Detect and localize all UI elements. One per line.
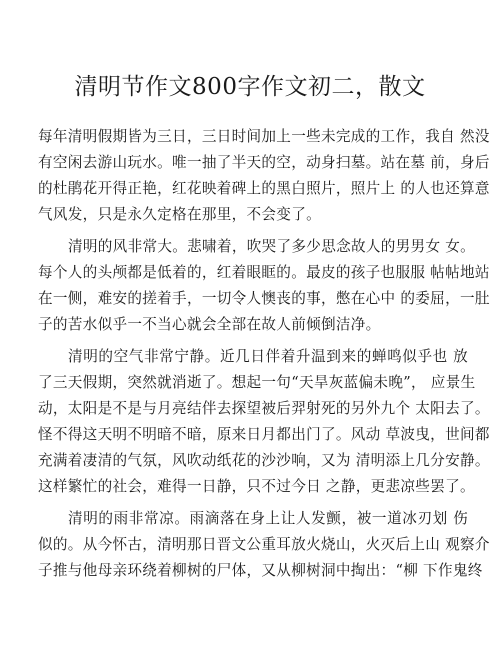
paragraph-4 xyxy=(38,506,490,584)
document-title: 清明节作文800字作文初二，散文 xyxy=(74,74,426,100)
document-body xyxy=(38,124,490,584)
text-line: 子的苦水似乎一不当心就会全部在故人前倾倒洁净。 xyxy=(38,316,381,333)
text-line: 每个人的头颅都是低着的，红着眼眶的。最皮的孩子也服服 帖帖地站 xyxy=(38,264,490,281)
text-line: 子推与他母亲环绕着柳树的尸体，又从柳树洞中掏出：“柳 下作鬼终 xyxy=(38,562,483,579)
text-line: 充满着凄清的气氛，风吹动纸花的沙沙响，又为 清明添上几分安静。 xyxy=(38,452,490,469)
text-line: 有空闲去游山玩水。唯一抽了半天的空，动身扫墓。站在墓 前，身后 xyxy=(38,154,490,171)
text-line: 气风发，只是永久定格在那里，不会变了。 xyxy=(38,206,321,223)
text-line: 动，太阳是不是与月亮结伴去探望被后羿射死的另外九个 太阳去了。 xyxy=(38,400,490,417)
paragraph-3 xyxy=(38,344,490,500)
text-line: 清明的雨非常凉。雨滴落在身上让人发颤，被一道冰刃划 伤 xyxy=(68,510,468,527)
text-line: 清明的空气非常宁静。近几日伴着升温到来的蝉鸣似乎也 放 xyxy=(68,348,468,365)
paragraph-2 xyxy=(38,234,490,338)
text-line: 这样繁忙的社会，难得一日静，只不过今日 之静，更悲凉些罢了。 xyxy=(38,478,475,495)
text-line: 怪不得这天明不明暗不暗，原来日月都出门了。风动 草波曳，世间都 xyxy=(38,426,490,443)
text-line: 的杜鹃花开得正艳，红花映着碑上的黑白照片，照片上 的人也还算意 xyxy=(38,180,490,197)
text-line: 每年清明假期皆为三日，三日时间加上一些未完成的工作，我自 然没 xyxy=(38,128,490,145)
text-line: 在一侧，难安的搓着手，一切令人懊丧的事，憋在心中 的委屈，一肚 xyxy=(38,290,490,307)
text-line: 清明的风非常大。悲啸着，吹哭了多少思念故人的男男女 女。 xyxy=(68,238,476,255)
paragraph-1 xyxy=(38,124,490,228)
text-line: 似的。从今怀古，清明那日晋文公重耳放火烧山，火灭后上山 观察介 xyxy=(38,536,490,553)
text-line: 了三天假期，突然就消逝了。想起一句“天旱灰蓝偏未晚”， 应景生 xyxy=(38,374,476,391)
